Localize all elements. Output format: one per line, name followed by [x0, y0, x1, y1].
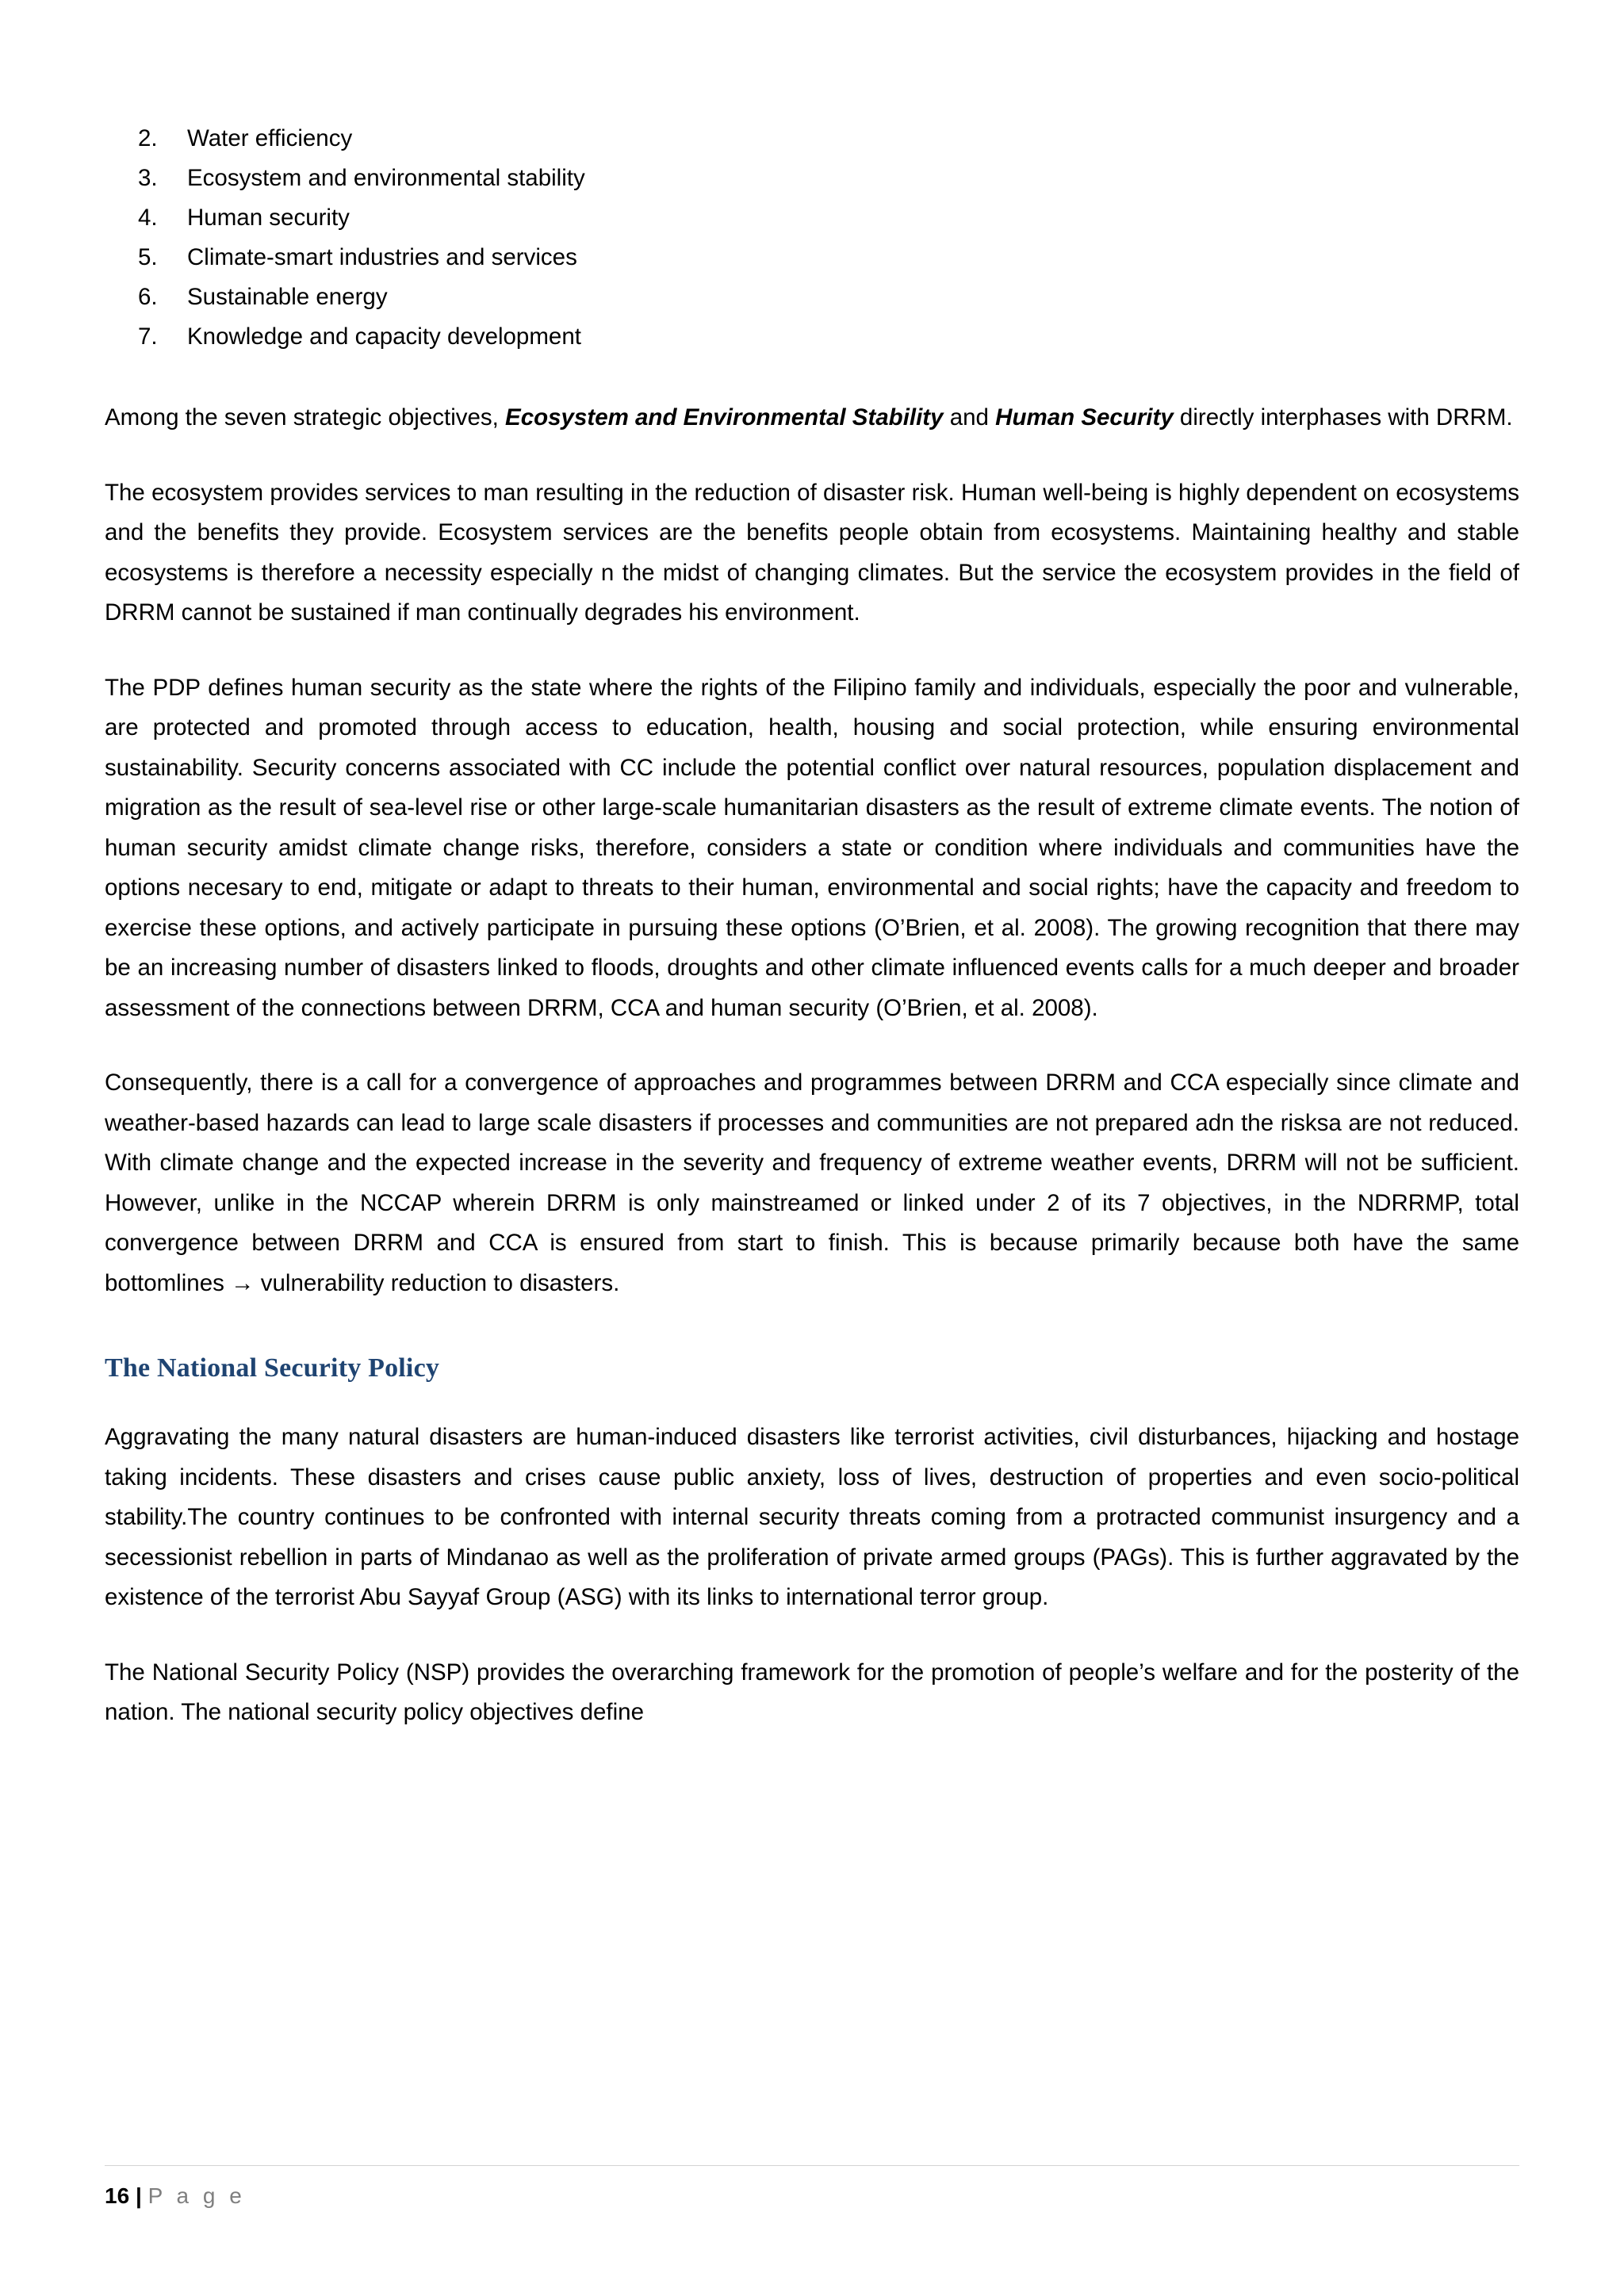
list-item-label: Climate-smart industries and services — [187, 244, 577, 270]
footer-separator: | — [135, 2183, 142, 2208]
list-item-number: 4. — [138, 205, 158, 231]
spacer — [105, 438, 1519, 473]
paragraph-ecosystem-services: The ecosystem provides services to man resulting in the reduction of disaster risk. Human well-being is highly dependent on ecosystems and the benefits they provide. Ecosystem services are the benefits people obtain from ecosystems. Maintaining healthy and stable ecosystems is therefore a necessity especially n the midst of changing climates. But the service the ecosystem provides in the field of DRRM cannot be sustained if man continually degrades his environment. — [105, 479, 1519, 626]
paragraph-among-objectives — [105, 398, 1519, 438]
among-pre-text: Among the seven strategic objectives, — [105, 404, 506, 430]
spacer — [105, 1386, 1519, 1418]
list-item-label: Sustainable energy — [187, 284, 388, 310]
page-title: The National Security Policy — [105, 1353, 440, 1383]
list-item-number: 5. — [138, 244, 158, 270]
page-content — [105, 119, 1519, 1733]
footer-page-indicator — [105, 2182, 1519, 2210]
among-mid-text: and — [943, 404, 996, 430]
list-item-number: 6. — [138, 284, 158, 310]
page-footer — [105, 2165, 1519, 2210]
spacer — [105, 1618, 1519, 1653]
paragraph-convergence: Consequently, there is a call for a convergence of approaches and programmes between DRRM and CCA especially since climate and weather-based hazards can lead to large scale disasters if processes and communities are not prepared adn the risksa are not reduced. With climate change and the expected increase in the severity and frequency of extreme weather events, DRRM will not be sufficient. However, unlike in the NCCAP wherein DRRM is only mainstreamed or linked under 2 of its 7 objectives, in the NDRRMP, total convergence between DRRM and CCA is ensured from start to finish. This is because primarily because both have the same bottomlines → vulnerability reduction to disasters. — [105, 1070, 1519, 1296]
spacer — [105, 357, 1519, 398]
list-item-number: 3. — [138, 165, 158, 191]
footer-page-label: P a g e — [147, 2183, 246, 2208]
list-item-label: Knowledge and capacity development — [187, 323, 581, 350]
list-item — [105, 238, 1519, 277]
list-item — [105, 277, 1519, 317]
list-item — [105, 317, 1519, 357]
emphasis-ecosystem-environmental-stability: Ecosystem and Environmental Stability — [505, 404, 944, 430]
list-item — [105, 198, 1519, 238]
list-item-number: 2. — [138, 125, 158, 151]
spacer — [105, 1028, 1519, 1063]
footer-divider — [105, 2165, 1519, 2166]
paragraph-pdp-human-security: The PDP defines human security as the state where the rights of the Filipino family and individuals, especially the poor and vulnerable, are protected and promoted through access to education, health, housing and social protection, while ensuring environmental sustainability. Security concerns associated with CC include the potential conflict over natural resources, population displacement and migration as the result of sea-level rise or other large-scale humanitarian disasters as the result of extreme climate events. The notion of human security amidst climate change risks, therefore, considers a state or condition where individuals and communities have the options necesary to end, mitigate or adapt to threats to their human, environmental and social rights; have the capacity and freedom to exercise these options, and actively participate in pursuing these options (O’Brien, et al. 2008). The growing recognition that there may be an increasing number of disasters linked to floods, droughts and other climate influenced events calls for a much deeper and broader assessment of the connections between DRRM, CCA and human security (O’Brien, et al. 2008). — [105, 674, 1519, 1021]
strategic-objectives-list — [105, 119, 1519, 357]
paragraph-aggravating-disasters: Aggravating the many natural disasters are human-induced disasters like terrorist activities, civil disturbances, hijacking and hostage taking incidents. These disasters and crises cause public anxiety, loss of lives, destruction of properties and even socio-political stability.The country continues to be confronted with internal security threats coming from a protracted communist insurgency and a secessionist rebellion in parts of Mindanao as well as the proliferation of private armed groups (PAGs). This is further aggravated by the existence of the terrorist Abu Sayyaf Group (ASG) with its links to international terror group. — [105, 1424, 1519, 1610]
spacer — [105, 633, 1519, 668]
list-item-label: Ecosystem and environmental stability — [187, 165, 585, 191]
list-item-label: Human security — [187, 205, 350, 231]
paragraph-nsp-framework: The National Security Policy (NSP) provides the overarching framework for the promotion of people’s welfare and for the posterity of the nation. The national security policy objectives define — [105, 1659, 1519, 1725]
list-item — [105, 159, 1519, 198]
emphasis-human-security: Human Security — [995, 404, 1174, 430]
spacer — [105, 1303, 1519, 1351]
list-item-number: 7. — [138, 323, 158, 350]
list-item-label: Water efficiency — [187, 125, 353, 151]
footer-page-number: 16 — [105, 2183, 130, 2208]
among-post-text: directly interphases with DRRM. — [1173, 404, 1513, 430]
list-item — [105, 119, 1519, 159]
